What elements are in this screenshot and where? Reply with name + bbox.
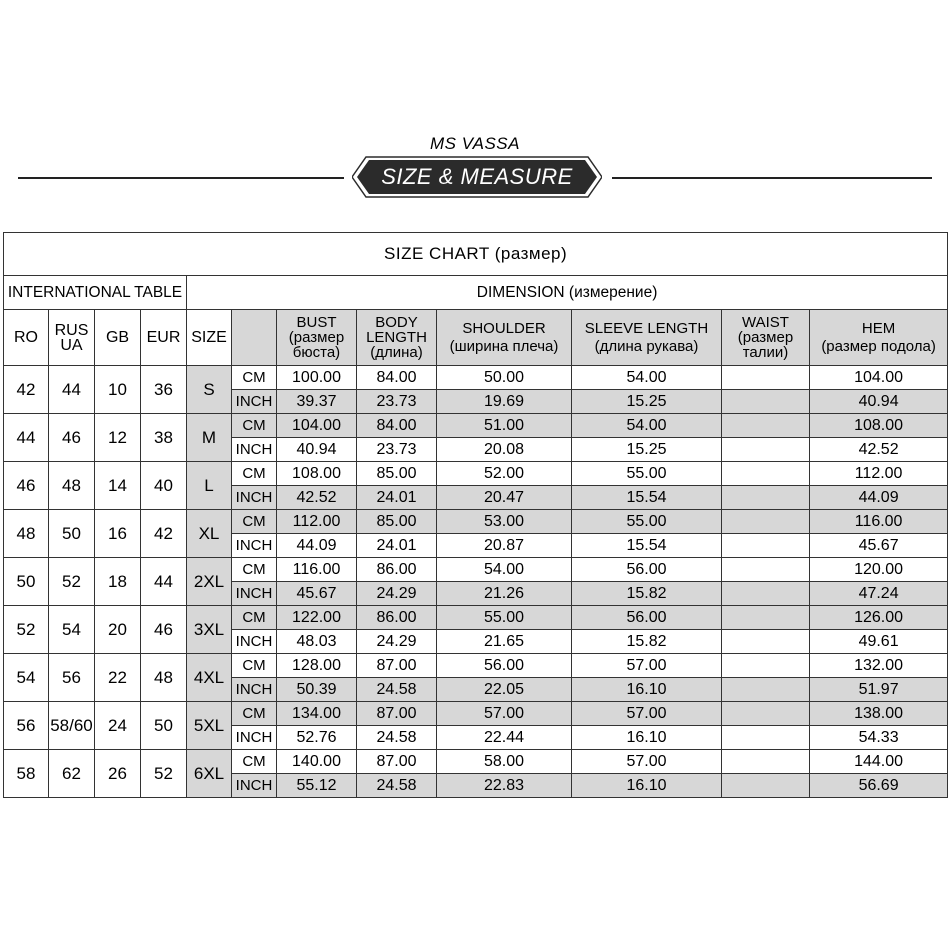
cell-hem-cm: 120.00 [810,558,948,582]
col-rus-ua: RUS UA [49,310,95,366]
cell-size: M [187,414,232,462]
cell-waist-inch [722,486,810,510]
cell-bust-inch: 39.37 [277,390,357,414]
cell-ro: 56 [4,702,49,750]
cell-ro: 54 [4,654,49,702]
cell-waist-inch [722,774,810,798]
cell-size: S [187,366,232,414]
cell-hem-inch: 56.69 [810,774,948,798]
cell-bust-cm: 112.00 [277,510,357,534]
cell-waist-cm [722,750,810,774]
cell-shoulder-cm: 50.00 [437,366,572,390]
cell-shoulder-cm: 58.00 [437,750,572,774]
cell-waist-cm [722,702,810,726]
cell-body-length-inch: 24.58 [357,726,437,750]
cell-bust-inch: 48.03 [277,630,357,654]
cell-unit-inch: INCH [232,726,277,750]
col-ro: RO [4,310,49,366]
cell-gb: 26 [95,750,141,798]
cell-body-length-inch: 23.73 [357,438,437,462]
cell-bust-inch: 40.94 [277,438,357,462]
cell-bust-cm: 116.00 [277,558,357,582]
col-unit [232,310,277,366]
cell-unit-cm: CM [232,558,277,582]
table-row [4,654,948,678]
cell-size: 5XL [187,702,232,750]
cell-sleeve-length-cm: 57.00 [572,654,722,678]
cell-body-length-cm: 86.00 [357,606,437,630]
table-row [4,558,948,582]
cell-body-length-inch: 24.01 [357,486,437,510]
cell-sleeve-length-cm: 54.00 [572,366,722,390]
cell-body-length-inch: 24.58 [357,678,437,702]
cell-rus-ua: 58/60 [49,702,95,750]
cell-shoulder-cm: 55.00 [437,606,572,630]
cell-body-length-inch: 24.01 [357,534,437,558]
table-row [4,366,948,390]
cell-unit-inch: INCH [232,390,277,414]
cell-waist-cm [722,414,810,438]
cell-body-length-inch: 23.73 [357,390,437,414]
cell-shoulder-inch: 22.44 [437,726,572,750]
cell-bust-cm: 108.00 [277,462,357,486]
cell-rus-ua: 46 [49,414,95,462]
cell-bust-cm: 100.00 [277,366,357,390]
chart-title: SIZE CHART (размер) [4,233,948,276]
cell-rus-ua: 52 [49,558,95,606]
cell-sleeve-length-inch: 16.10 [572,726,722,750]
cell-size: 3XL [187,606,232,654]
cell-body-length-cm: 87.00 [357,750,437,774]
cell-waist-inch [722,438,810,462]
cell-eur: 46 [141,606,187,654]
cell-hem-cm: 112.00 [810,462,948,486]
size-chart-table [3,232,948,798]
cell-waist-inch [722,630,810,654]
cell-unit-cm: CM [232,462,277,486]
cell-bust-cm: 140.00 [277,750,357,774]
cell-waist-inch [722,678,810,702]
cell-eur: 52 [141,750,187,798]
cell-sleeve-length-cm: 55.00 [572,462,722,486]
cell-sleeve-length-inch: 15.82 [572,630,722,654]
cell-ro: 48 [4,510,49,558]
cell-bust-cm: 122.00 [277,606,357,630]
cell-sleeve-length-cm: 57.00 [572,702,722,726]
cell-body-length-cm: 85.00 [357,510,437,534]
col-bust: BUST (размер бюста) [277,310,357,366]
cell-gb: 12 [95,414,141,462]
cell-rus-ua: 50 [49,510,95,558]
cell-gb: 20 [95,606,141,654]
cell-shoulder-inch: 20.47 [437,486,572,510]
brand-name: MS VASSA [430,134,520,153]
cell-unit-cm: CM [232,510,277,534]
table-row [4,510,948,534]
table-row [4,702,948,726]
cell-eur: 42 [141,510,187,558]
cell-eur: 36 [141,366,187,414]
cell-body-length-cm: 87.00 [357,702,437,726]
cell-sleeve-length-inch: 15.25 [572,390,722,414]
cell-sleeve-length-inch: 16.10 [572,678,722,702]
cell-shoulder-inch: 21.65 [437,630,572,654]
cell-hem-inch: 44.09 [810,486,948,510]
header-rule-left [18,177,344,179]
cell-gb: 24 [95,702,141,750]
cell-shoulder-inch: 20.08 [437,438,572,462]
cell-unit-inch: INCH [232,438,277,462]
col-sleeve-length: SLEEVE LENGTH (длина рукава) [572,310,722,366]
cell-hem-inch: 42.52 [810,438,948,462]
cell-rus-ua: 56 [49,654,95,702]
cell-shoulder-inch: 19.69 [437,390,572,414]
cell-unit-inch: INCH [232,582,277,606]
cell-unit-cm: CM [232,366,277,390]
cell-ro: 58 [4,750,49,798]
cell-hem-inch: 40.94 [810,390,948,414]
cell-bust-inch: 44.09 [277,534,357,558]
cell-ro: 50 [4,558,49,606]
cell-unit-cm: CM [232,654,277,678]
cell-body-length-cm: 87.00 [357,654,437,678]
cell-waist-cm [722,606,810,630]
col-shoulder: SHOULDER (ширина плеча) [437,310,572,366]
cell-sleeve-length-cm: 56.00 [572,558,722,582]
cell-hem-inch: 54.33 [810,726,948,750]
cell-unit-inch: INCH [232,486,277,510]
cell-shoulder-cm: 54.00 [437,558,572,582]
cell-waist-inch [722,582,810,606]
cell-bust-inch: 50.39 [277,678,357,702]
col-waist: WAIST (размер талии) [722,310,810,366]
cell-eur: 44 [141,558,187,606]
cell-sleeve-length-cm: 55.00 [572,510,722,534]
cell-shoulder-cm: 57.00 [437,702,572,726]
cell-waist-cm [722,510,810,534]
cell-eur: 48 [141,654,187,702]
cell-gb: 18 [95,558,141,606]
cell-eur: 50 [141,702,187,750]
cell-hem-inch: 45.67 [810,534,948,558]
cell-rus-ua: 44 [49,366,95,414]
banner-title: SIZE & MEASURE [381,164,573,189]
cell-shoulder-inch: 20.87 [437,534,572,558]
cell-body-length-cm: 86.00 [357,558,437,582]
cell-size: 6XL [187,750,232,798]
cell-sleeve-length-cm: 54.00 [572,414,722,438]
col-hem: HEM (размер подола) [810,310,948,366]
cell-shoulder-cm: 53.00 [437,510,572,534]
cell-size: 4XL [187,654,232,702]
cell-hem-inch: 51.97 [810,678,948,702]
col-gb: GB [95,310,141,366]
cell-hem-cm: 126.00 [810,606,948,630]
cell-body-length-cm: 84.00 [357,414,437,438]
cell-waist-cm [722,558,810,582]
cell-size: L [187,462,232,510]
cell-unit-inch: INCH [232,678,277,702]
col-size: SIZE [187,310,232,366]
cell-unit-inch: INCH [232,630,277,654]
col-body-length: BODY LENGTH (длина) [357,310,437,366]
cell-rus-ua: 54 [49,606,95,654]
cell-body-length-inch: 24.29 [357,582,437,606]
table-row [4,414,948,438]
cell-shoulder-cm: 52.00 [437,462,572,486]
cell-rus-ua: 48 [49,462,95,510]
cell-gb: 16 [95,510,141,558]
cell-gb: 22 [95,654,141,702]
cell-waist-inch [722,390,810,414]
cell-body-length-inch: 24.58 [357,774,437,798]
cell-size: XL [187,510,232,558]
cell-hem-inch: 47.24 [810,582,948,606]
cell-body-length-inch: 24.29 [357,630,437,654]
cell-shoulder-cm: 56.00 [437,654,572,678]
cell-waist-cm [722,462,810,486]
cell-waist-inch [722,726,810,750]
cell-sleeve-length-inch: 16.10 [572,774,722,798]
cell-sleeve-length-cm: 57.00 [572,750,722,774]
cell-waist-cm [722,366,810,390]
cell-body-length-cm: 84.00 [357,366,437,390]
cell-hem-cm: 104.00 [810,366,948,390]
cell-unit-inch: INCH [232,534,277,558]
cell-eur: 40 [141,462,187,510]
header-rule-right [612,177,932,179]
cell-ro: 52 [4,606,49,654]
cell-waist-cm [722,654,810,678]
cell-bust-inch: 45.67 [277,582,357,606]
cell-bust-cm: 128.00 [277,654,357,678]
cell-sleeve-length-inch: 15.82 [572,582,722,606]
cell-shoulder-cm: 51.00 [437,414,572,438]
cell-sleeve-length-inch: 15.54 [572,486,722,510]
cell-gb: 10 [95,366,141,414]
cell-ro: 42 [4,366,49,414]
dimension-label: DIMENSION (измерение) [187,276,948,310]
cell-hem-cm: 144.00 [810,750,948,774]
cell-bust-cm: 104.00 [277,414,357,438]
cell-hem-cm: 138.00 [810,702,948,726]
cell-ro: 46 [4,462,49,510]
cell-bust-cm: 134.00 [277,702,357,726]
cell-ro: 44 [4,414,49,462]
cell-bust-inch: 52.76 [277,726,357,750]
cell-sleeve-length-inch: 15.25 [572,438,722,462]
cell-bust-inch: 42.52 [277,486,357,510]
table-row [4,750,948,774]
cell-unit-inch: INCH [232,774,277,798]
title-banner [352,155,602,199]
cell-unit-cm: CM [232,750,277,774]
international-table-label: INTERNATIONAL TABLE [4,276,187,310]
cell-shoulder-inch: 21.26 [437,582,572,606]
cell-rus-ua: 62 [49,750,95,798]
table-row [4,462,948,486]
table-row [4,606,948,630]
cell-body-length-cm: 85.00 [357,462,437,486]
cell-unit-cm: CM [232,606,277,630]
cell-gb: 14 [95,462,141,510]
cell-size: 2XL [187,558,232,606]
cell-hem-cm: 108.00 [810,414,948,438]
cell-hem-cm: 116.00 [810,510,948,534]
cell-bust-inch: 55.12 [277,774,357,798]
cell-waist-inch [722,534,810,558]
cell-sleeve-length-inch: 15.54 [572,534,722,558]
col-eur: EUR [141,310,187,366]
cell-hem-inch: 49.61 [810,630,948,654]
cell-unit-cm: CM [232,702,277,726]
cell-hem-cm: 132.00 [810,654,948,678]
cell-shoulder-inch: 22.05 [437,678,572,702]
cell-sleeve-length-cm: 56.00 [572,606,722,630]
cell-shoulder-inch: 22.83 [437,774,572,798]
cell-eur: 38 [141,414,187,462]
cell-unit-cm: CM [232,414,277,438]
